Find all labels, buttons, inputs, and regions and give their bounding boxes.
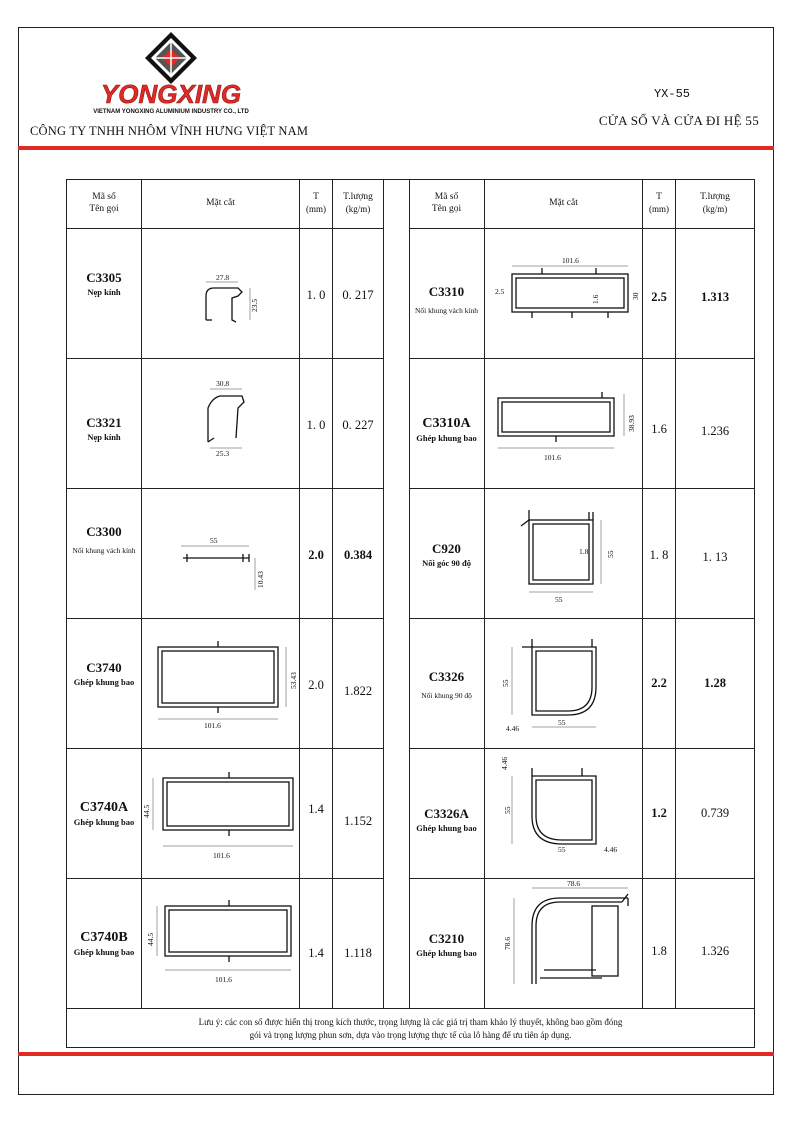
svg-text:55: 55 — [501, 679, 510, 687]
thickness-value: 1. 8 — [649, 548, 669, 562]
svg-text:VIETNAM YONGXING ALUMINIUM IND: VIETNAM YONGXING ALUMINIUM INDUSTRY CO., LTD — [93, 109, 249, 115]
profile-code-cell: C3321 Nẹp kính — [86, 415, 122, 443]
svg-text:101.6: 101.6 — [213, 851, 230, 860]
thickness-value: 1. 0 — [306, 418, 326, 432]
company-name: CÔNG TY TNHH NHÔM VĨNH HƯNG VIỆT NAM — [30, 124, 309, 138]
thickness-value: 2.0 — [308, 548, 324, 562]
catalog-subtitle: CỬA SỔ VÀ CỬA ĐI HỆ 55 — [598, 113, 759, 128]
svg-text:2.5: 2.5 — [495, 287, 505, 296]
svg-text:30.8: 30.8 — [216, 379, 230, 388]
svg-text:55: 55 — [558, 718, 566, 727]
svg-text:78.6: 78.6 — [503, 936, 512, 950]
svg-text:1.6: 1.6 — [591, 294, 600, 304]
weight-value: 1.236 — [700, 424, 730, 438]
thickness-value: 2.5 — [651, 290, 667, 304]
system-code: YX-55 — [653, 87, 690, 101]
svg-text:4.46: 4.46 — [500, 756, 509, 770]
profile-code-cell: C3740 Ghép khung bao — [73, 660, 135, 688]
profile-section-drawing — [202, 378, 277, 463]
svg-text:101.6: 101.6 — [544, 453, 561, 462]
table-footnote: Lưu ý: các con số được hiển thị trong kích thước, trọng lượng là các giá trị tham khảo lý thuyết, không bao gồm đóng gói và trọng lượng phun sơn, dựa vào trọng lượng thực tế của lô hàng để ưu tiên áp dụng. — [198, 1017, 623, 1040]
profile-code-cell: C3326A Ghép khung bao — [416, 806, 477, 834]
header-section: Mặt cắt — [206, 198, 235, 209]
svg-text:53.43: 53.43 — [289, 672, 298, 689]
svg-text:23.5: 23.5 — [250, 298, 259, 312]
profile-section-drawing — [139, 770, 299, 865]
svg-text:101.6: 101.6 — [215, 975, 232, 984]
profile-code-cell: C3310A Ghép khung bao — [416, 416, 477, 444]
svg-text:4.46: 4.46 — [604, 845, 618, 854]
svg-text:55: 55 — [558, 845, 566, 854]
svg-text:55: 55 — [210, 536, 218, 545]
svg-text:101.6: 101.6 — [204, 721, 221, 730]
header-red-bar — [18, 146, 774, 150]
profile-section-drawing — [492, 256, 642, 326]
svg-text:25.3: 25.3 — [216, 449, 230, 458]
header-thickness-right: T (mm) — [649, 192, 669, 215]
svg-text:38.93: 38.93 — [627, 415, 636, 432]
header-weight-right: T.lượng (kg/m) — [700, 192, 730, 215]
svg-text:30: 30 — [631, 292, 640, 300]
profile-code-cell: C3740A Ghép khung bao — [73, 800, 135, 828]
svg-text:55: 55 — [555, 595, 563, 604]
profile-section-drawing — [492, 386, 642, 466]
header-weight: T.lượng (kg/m) — [343, 192, 373, 215]
weight-value: 1.28 — [704, 676, 726, 690]
profile-section-drawing — [202, 273, 272, 336]
thickness-value: 1.8 — [651, 944, 667, 958]
weight-value: 0. 227 — [342, 418, 374, 432]
weight-value: 1.326 — [700, 944, 730, 958]
weight-value: 1.152 — [343, 814, 373, 828]
company-logo — [66, 30, 276, 118]
profile-section-drawing — [145, 900, 295, 985]
thickness-value: 1.4 — [308, 946, 324, 960]
profile-code-cell: C920 Nối góc 90 độ — [422, 541, 471, 569]
header-code-right: Mã số Tên gọi — [431, 192, 462, 214]
profile-section-drawing — [492, 748, 642, 858]
thickness-value: 1.2 — [651, 806, 667, 820]
thickness-value: 2.2 — [651, 676, 667, 690]
profile-section-drawing — [152, 635, 297, 735]
thickness-value: 1. 0 — [306, 288, 326, 302]
profile-section-drawing — [177, 530, 277, 600]
svg-text:10.43: 10.43 — [256, 571, 265, 588]
svg-text:55: 55 — [503, 806, 512, 814]
svg-text:44.5: 44.5 — [142, 804, 151, 818]
profile-code-cell: C3300 Nối khung vách kính — [72, 524, 136, 556]
weight-value: 1.118 — [344, 946, 372, 960]
svg-text:4.46: 4.46 — [506, 724, 520, 733]
header-section-right: Mặt cắt — [549, 198, 578, 209]
profile-section-drawing — [492, 880, 642, 1005]
profile-code-cell: C3740B Ghép khung bao — [73, 930, 135, 958]
weight-value: 1.313 — [700, 290, 730, 304]
thickness-value: 2.0 — [308, 678, 324, 692]
weight-value: 0. 217 — [342, 288, 374, 302]
profile-code-cell: C3326 Nối khung 90 độ — [421, 669, 472, 701]
footer-red-bar — [18, 1052, 774, 1056]
profile-section-drawing — [517, 508, 637, 608]
profile-code-cell: C3305 Nẹp kính — [86, 270, 122, 298]
weight-value: 0.384 — [343, 548, 373, 562]
weight-value: 1. 13 — [702, 550, 728, 564]
svg-text:27.8: 27.8 — [216, 273, 230, 282]
svg-text:44.5: 44.5 — [146, 932, 155, 946]
profile-table — [66, 179, 755, 1048]
svg-text:78.6: 78.6 — [567, 879, 581, 888]
profile-code-cell: C3310 Nối khung vách kính — [414, 284, 479, 316]
weight-value: 1.822 — [343, 684, 373, 698]
weight-value: 0.739 — [700, 806, 730, 820]
header-thickness: T (mm) — [306, 192, 326, 215]
svg-text:YONGXING: YONGXING — [100, 79, 242, 109]
header-code: Mã số Tên gọi — [89, 192, 119, 214]
profile-section-drawing — [492, 635, 642, 740]
svg-text:101.6: 101.6 — [562, 256, 579, 265]
thickness-value: 1.4 — [308, 802, 324, 816]
profile-code-cell: C3210 Ghép khung bao — [416, 931, 477, 959]
svg-text:1.8: 1.8 — [579, 547, 589, 556]
thickness-value: 1.6 — [651, 422, 667, 436]
svg-text:55: 55 — [606, 550, 615, 558]
